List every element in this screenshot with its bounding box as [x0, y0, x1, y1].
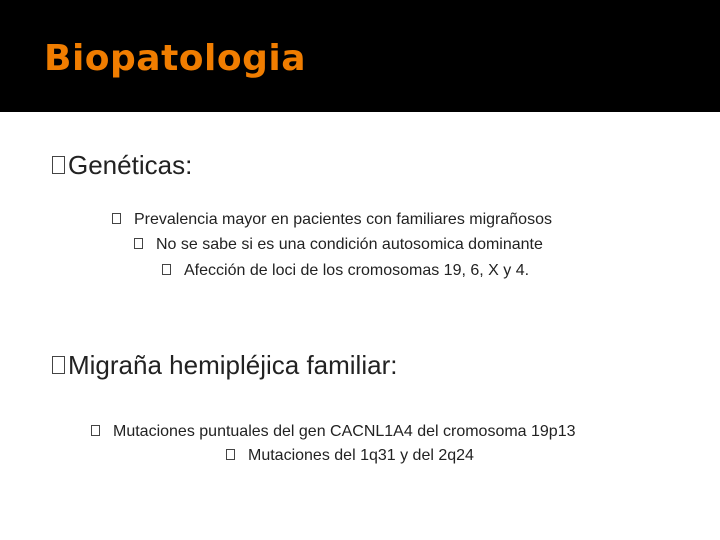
bullet-box-icon — [162, 264, 171, 275]
list-item — [162, 262, 529, 280]
list-item — [134, 236, 543, 254]
list-item — [226, 447, 474, 465]
item-text: Afección de loci de los cromosomas 19, 6, X y 4. — [184, 262, 530, 279]
section-heading-migrana — [52, 350, 397, 381]
item-text: Mutaciones puntuales del gen CACNL1A4 del cromosoma 19p13 — [113, 423, 576, 440]
heading-text: Genéticas: — [68, 150, 193, 180]
list-item — [91, 423, 576, 441]
bullet-box-icon — [52, 356, 65, 374]
section-heading-geneticas — [52, 150, 192, 181]
slide-title: Biopatologia — [44, 38, 306, 79]
heading-text: Migraña hemipléjica familiar: — [68, 350, 398, 380]
list-item — [112, 211, 552, 229]
item-text: Prevalencia mayor en pacientes con familiares migrañosos — [134, 211, 552, 228]
bullet-box-icon — [52, 156, 65, 174]
bullet-box-icon — [112, 213, 121, 224]
bullet-box-icon — [134, 238, 143, 249]
item-text: No se sabe si es una condición autosomica dominante — [156, 236, 543, 253]
title-bar — [0, 0, 720, 112]
bullet-box-icon — [226, 449, 235, 460]
item-text: Mutaciones del 1q31 y del 2q24 — [248, 447, 474, 464]
bullet-box-icon — [91, 425, 100, 436]
